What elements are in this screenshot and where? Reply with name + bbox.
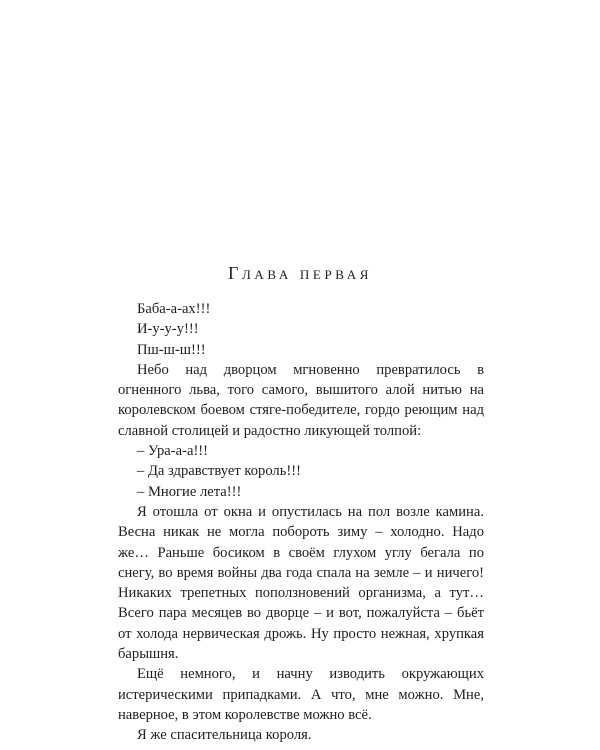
paragraph-dialogue-long-live-king: – Да здравствует король!!! xyxy=(137,463,301,480)
paragraph-exclamation-2: И-у-у-у!!! xyxy=(137,321,199,338)
paragraph-exclamation-1: Баба-а-ах!!! xyxy=(137,301,211,317)
paragraph-dialogue-hurrah: – Ура-а-а!!! xyxy=(137,443,209,460)
paragraph-by-fireplace: Я отошла от окна и опустилась на пол возле камина. Весна никак не могла побороть зиму – холодно. Надо же… Раньше босиком в своём глухом углу бегала по снегу, во время войны два года спала на земле – и ничего! Никаких трепетных поползновений организма, а тут… Всего пара месяцев во дворце – и вот, пожалуйста – бьёт от холода нервическая дрожь. Ну просто нежная, хрупкая барышня. xyxy=(118,503,484,663)
chapter-title: Глава первая xyxy=(227,263,373,283)
paragraph-savior: Я же спасительница короля. xyxy=(137,727,312,744)
chapter-text xyxy=(118,299,484,746)
paragraph-exclamation-3: Пш-ш-ш!!! xyxy=(137,341,206,358)
paragraph-dialogue-many-years: – Многие лета!!! xyxy=(137,483,242,500)
paragraph-sky-lion: Небо над дворцом мгновенно превратилось в огненного льва, того самого, вышитого алой нитью на королевском боевом стяге-победителе, гордо реющим над славной столицей и радостно ликующей толпой: xyxy=(118,361,484,439)
paragraph-hysterics: Ещё немного, и начну изводить окружающих истерическими припадками. А что, мне можно. Мне, наверное, в этом королевстве можно всё. xyxy=(118,666,484,723)
